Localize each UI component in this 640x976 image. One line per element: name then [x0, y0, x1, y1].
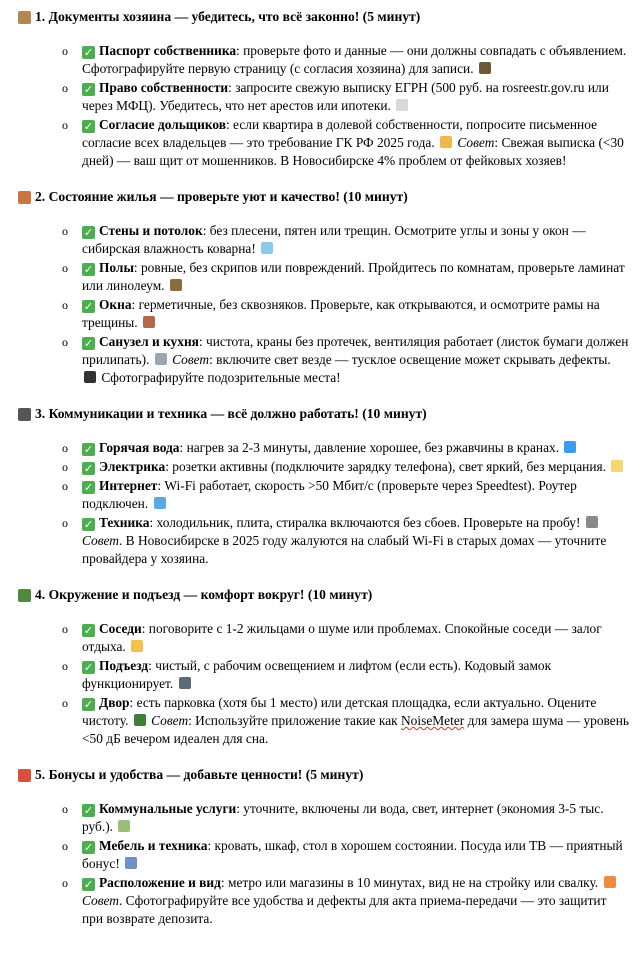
- tip-text: . В Новосибирске в 2025 году жалуются на слабый Wi-Fi в старых домах — уточните провайдера у хозяина.: [82, 533, 607, 566]
- section-heading: [18, 766, 630, 784]
- bullet-icon: o: [62, 298, 68, 312]
- list-item: [62, 800, 630, 836]
- list-item: [62, 116, 630, 170]
- check-icon: ✓: [83, 878, 94, 891]
- section-1: [18, 8, 630, 170]
- list-item: [62, 837, 630, 873]
- tip-label: Совет: [172, 352, 210, 367]
- list-item: [62, 874, 630, 928]
- tip-text-start: : Используйте приложение такие как: [188, 713, 402, 728]
- list-item: [62, 477, 630, 513]
- list-item: [62, 79, 630, 115]
- check-icon: ✓: [83, 46, 94, 59]
- item-list: [18, 800, 630, 928]
- section-title: 2. Состояние жилья — проверьте уют и качество! (10 минут): [35, 189, 408, 204]
- list-item: [62, 694, 630, 748]
- scroll-icon: [18, 11, 31, 24]
- section-3: [18, 405, 630, 568]
- tip-text: . Сфотографируйте все удобства и дефекты для акта приема-передачи — это защитит при возврате депозита.: [82, 893, 607, 926]
- check-icon: ✓: [83, 83, 94, 96]
- list-item: [62, 657, 630, 693]
- item-text: : чистый, с рабочим освещением и лифтом (если есть). Кодовый замок функционирует.: [82, 658, 552, 691]
- globe-icon: [154, 497, 166, 509]
- lightbulb-icon: [611, 460, 623, 472]
- wave-hand-icon: [131, 640, 143, 652]
- item-label: Стены и потолок: [99, 223, 203, 238]
- check-icon: ✓: [83, 518, 94, 531]
- house-icon: [18, 191, 31, 204]
- item-list: [18, 439, 630, 568]
- check-icon: ✓: [83, 120, 94, 133]
- item-text: : нагрев за 2-3 минуты, давление хорошее, без ржавчины в кранах.: [179, 440, 560, 455]
- section-title: 5. Бонусы и удобства — добавьте ценности! (5 минут): [35, 767, 364, 782]
- plug-icon: [18, 408, 31, 421]
- list-item: [62, 620, 630, 656]
- check-icon: ✓: [83, 624, 94, 637]
- bullet-icon: o: [62, 622, 68, 636]
- item-text: : запросите свежую выписку ЕГРН (500 руб. на rosreestr.gov.ru или через МФЦ). Убедитесь, что нет арестов или ипотеки.: [82, 80, 609, 113]
- section-heading: [18, 8, 630, 26]
- section-2: [18, 188, 630, 387]
- building-icon: [179, 677, 191, 689]
- snowflake-icon: [261, 242, 273, 254]
- section-heading: [18, 188, 630, 206]
- item-list: [18, 222, 630, 387]
- check-icon: ✓: [83, 481, 94, 494]
- section-4: [18, 586, 630, 748]
- tip-label: Совет: [82, 533, 119, 548]
- item-text: : герметичные, без сквозняков. Проверьте, как открываются, и осмотрите рамы на трещины.: [82, 297, 600, 330]
- item-label: Паспорт собственника: [99, 43, 237, 58]
- bullet-icon: o: [62, 839, 68, 853]
- bullet-icon: o: [62, 261, 68, 275]
- item-text: : без плесени, пятен или трещин. Осмотрите углы и зоны у окон — сибирская влажность коварна!: [82, 223, 586, 256]
- section-title: 4. Окружение и подъезд — комфорт вокруг! (10 минут): [35, 587, 373, 602]
- item-list: [18, 42, 630, 170]
- sunset-icon: [604, 876, 616, 888]
- money-icon: [118, 820, 130, 832]
- spellcheck-word: NoiseMeter: [401, 713, 465, 728]
- tip-text: : Свежая выписка (<30 дней) — ваш щит от мошенников. В Новосибирске 4% проблем от фейковых хозяев!: [82, 135, 624, 168]
- list-item: [62, 296, 630, 332]
- item-label: Санузел и кухня: [99, 334, 199, 349]
- item-label: Мебель и техника: [99, 838, 208, 853]
- item-label: Согласие дольщиков: [99, 117, 226, 132]
- check-icon: ✓: [83, 226, 94, 239]
- check-icon: ✓: [83, 300, 94, 313]
- item-label: Двор: [99, 695, 130, 710]
- tip-text: : включите свет везде — тусклое освещение может скрывать дефекты.: [209, 352, 611, 367]
- list-item: [62, 514, 630, 568]
- check-icon: ✓: [83, 337, 94, 350]
- droplet-icon: [564, 441, 576, 453]
- gift-icon: [18, 769, 31, 782]
- door-icon: [143, 316, 155, 328]
- check-icon: ✓: [83, 443, 94, 456]
- item-label: Право собственности: [99, 80, 229, 95]
- bullet-icon: o: [62, 460, 68, 474]
- bullet-icon: o: [62, 335, 68, 349]
- detective-icon: [479, 62, 491, 74]
- list-item: [62, 439, 630, 457]
- item-label: Расположение и вид: [99, 875, 221, 890]
- item-text: : уточните, включены ли вода, свет, интернет (экономия 3-5 тыс. руб.).: [82, 801, 604, 834]
- bullet-icon: o: [62, 516, 68, 530]
- item-text: : метро или магазины в 10 минутах, вид не на стройку или свалку.: [220, 875, 599, 890]
- evergreen-icon: [134, 714, 146, 726]
- item-label: Интернет: [99, 478, 158, 493]
- item-text: : чистота, краны без протечек, вентиляция работает (листок бумаги должен прилипать).: [82, 334, 629, 367]
- item-text: : поговорите с 1-2 жильцами о шуме или проблемах. Спокойные соседи — залог отдыха.: [82, 621, 602, 654]
- document-icon: [396, 99, 408, 111]
- tip-label: Совет: [457, 135, 495, 150]
- check-icon: ✓: [83, 804, 94, 817]
- camera-icon: [84, 371, 96, 383]
- walking-icon: [170, 279, 182, 291]
- check-icon: ✓: [83, 841, 94, 854]
- tree-icon: [18, 589, 31, 602]
- item-label: Техника: [99, 515, 150, 530]
- check-icon: ✓: [83, 263, 94, 276]
- list-item: [62, 333, 630, 387]
- section-title: 1. Документы хозяина — убедитесь, что всё законно! (5 минут): [35, 9, 421, 24]
- wrench-icon: [586, 516, 598, 528]
- tail-text: Сфотографируйте подозрительные места!: [98, 370, 341, 385]
- list-item: [62, 42, 630, 78]
- bullet-icon: o: [62, 224, 68, 238]
- bullet-icon: o: [62, 81, 68, 95]
- broom-icon: [155, 353, 167, 365]
- section-title: 3. Коммуникации и техника — всё должно работать! (10 минут): [35, 406, 427, 421]
- section-5: [18, 766, 630, 928]
- bullet-icon: o: [62, 876, 68, 890]
- item-text: : кровать, шкаф, стол в хорошем состоянии. Посуда или ТВ — приятный бонус!: [82, 838, 623, 871]
- section-heading: [18, 586, 630, 604]
- item-label: Соседи: [99, 621, 142, 636]
- bullet-icon: o: [62, 696, 68, 710]
- item-label: Окна: [99, 297, 132, 312]
- tip-text: для замера шума — уровень <50 дБ вечером идеален для сна.: [82, 713, 630, 746]
- bullet-icon: o: [62, 479, 68, 493]
- bullet-icon: o: [62, 659, 68, 673]
- item-label: Полы: [99, 260, 134, 275]
- check-icon: ✓: [83, 661, 94, 674]
- item-text: : холодильник, плита, стиралка включаются без сбоев. Проверьте на пробу!: [149, 515, 581, 530]
- check-icon: ✓: [83, 462, 94, 475]
- item-label: Коммунальные услуги: [99, 801, 237, 816]
- item-text: : Wi-Fi работает, скорость >50 Мбит/с (проверьте через Speedtest). Роутер подключен.: [82, 478, 577, 511]
- bullet-icon: o: [62, 118, 68, 132]
- bullet-icon: o: [62, 44, 68, 58]
- item-label: Подъезд: [99, 658, 149, 673]
- bullet-icon: o: [62, 441, 68, 455]
- tip-label: Совет: [151, 713, 189, 728]
- handshake-icon: [440, 136, 452, 148]
- item-text: : розетки активны (подключите зарядку телефона), свет яркий, без мерцания.: [165, 459, 607, 474]
- list-item: [62, 458, 630, 476]
- item-text: : если квартира в долевой собственности, попросите письменное согласие всех владельцев — это требование ГК РФ 2025 года.: [82, 117, 598, 150]
- item-text: : есть парковка (хотя бы 1 место) или детская площадка, если актуально. Оцените чистоту.: [82, 695, 597, 728]
- item-label: Электрика: [99, 459, 166, 474]
- section-heading: [18, 405, 630, 423]
- item-text: : проверьте фото и данные — они должны совпадать с объявлением. Сфотографируйте первую страницу (с согласия хозяина) для записи.: [82, 43, 627, 76]
- check-icon: ✓: [83, 698, 94, 711]
- item-label: Горячая вода: [99, 440, 180, 455]
- item-list: [18, 620, 630, 748]
- tip-label: Совет: [82, 893, 119, 908]
- item-text: : ровные, без скрипов или повреждений. Пройдитесь по комнатам, проверьте ламинат или линолеум.: [82, 260, 625, 293]
- list-item: [62, 222, 630, 258]
- couch-icon: [125, 857, 137, 869]
- list-item: [62, 259, 630, 295]
- bullet-icon: o: [62, 802, 68, 816]
